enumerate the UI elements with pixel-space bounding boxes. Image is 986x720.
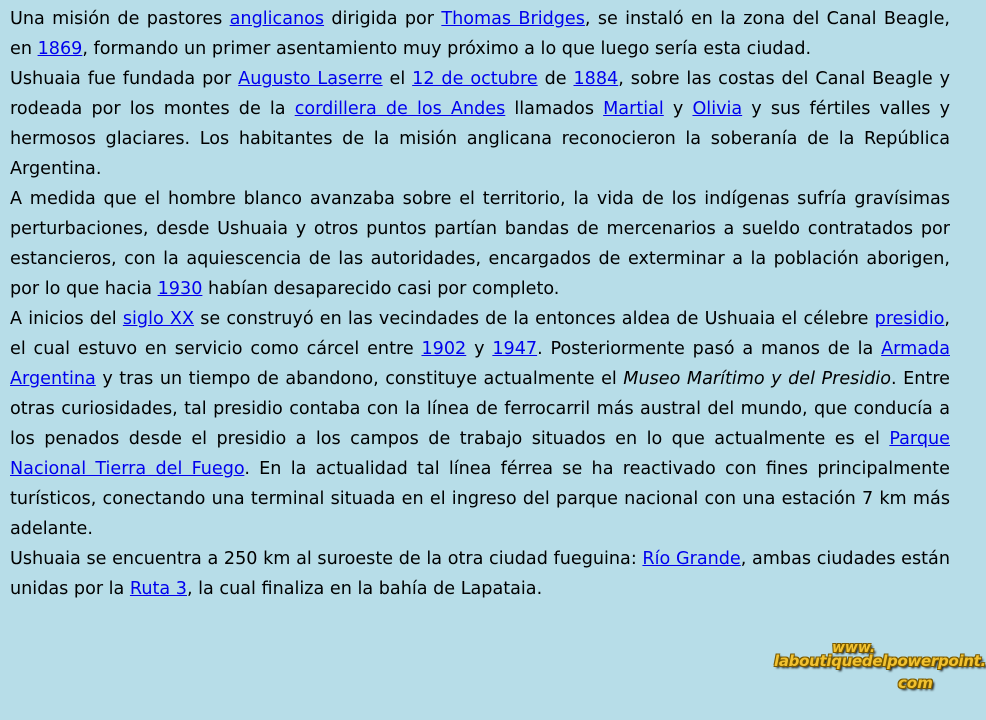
text-run: dirigida por [324,9,442,29]
text-run: y [466,339,493,359]
link-12-de-octubre[interactable]: 12 de octubre [412,69,538,89]
link-parque-nacional-tierra-del-fuego[interactable]: Parque Nacional Tierra del Fuego [10,429,950,479]
text-run: y tras un tiempo de abandono, constituye actualmente el [95,369,624,389]
link-augusto-laserre[interactable]: Augusto Laserre [238,69,383,89]
link-1947[interactable]: 1947 [492,339,538,359]
text-run: el [382,69,413,89]
text-run: A medida que el hombre blanco avanzaba sobre el territorio, la vida de los indígenas sufría gravísimas perturbaciones, desde Ushuaia y otros puntos partían bandas de mercenarios a sueldo contratados por estancieros, con la aquiescencia de las autoridades, encargados de exterminar a la población aborigen, por lo que hacia [10,189,950,299]
link-ruta-3[interactable]: Ruta 3 [129,579,187,599]
text-run: , se instaló en la zona del Canal Beagle, en [10,9,950,59]
text-run: , la cual finaliza en la bahía de Lapataia. [186,579,543,599]
link-thomas-bridges[interactable]: Thomas Bridges [441,9,585,29]
text-run: y [663,99,693,119]
link-1930[interactable]: 1930 [157,279,203,299]
link-olivia[interactable]: Olivia [692,99,743,119]
paragraph-1 [10,4,950,64]
text-run: y sus fértiles valles y hermosos glaciares. Los habitantes de la misión anglicana reconocieron la soberanía de la República Argentina. [10,99,950,179]
text-run: , sobre las costas del Canal Beagle y rodeada por los montes de la [10,69,950,119]
link-cordillera-de-los-andes[interactable]: cordillera de los Andes [294,99,506,119]
link-1869[interactable]: 1869 [37,39,83,59]
watermark-line-2: laboutiquedelpowerpoint. [774,652,986,670]
paragraph-4 [10,304,950,544]
text-run: llamados [505,99,604,119]
paragraph-3 [10,184,950,304]
link-1884[interactable]: 1884 [573,69,619,89]
watermark-line-3: com [898,674,933,692]
text-run: A inicios del [10,309,123,329]
text-run: . Posteriormente pasó a manos de la [537,339,882,359]
paragraph-2 [10,64,950,184]
watermark-line-1: www. [832,640,876,656]
text-run: , el cual estuvo en servicio como cárcel entre [10,309,950,359]
text-run: se construyó en las vecindades de la entonces aldea de Ushuaia el célebre [194,309,875,329]
italic-text: Museo Marítimo y del Presidio [623,369,892,389]
link-martial[interactable]: Martial [603,99,664,119]
watermark-logo [774,640,986,700]
link-río-grande[interactable]: Río Grande [642,549,741,569]
text-run: de [537,69,574,89]
text-run: Una misión de pastores [10,9,230,29]
link-1902[interactable]: 1902 [421,339,467,359]
article-body [10,4,950,604]
text-run: . Entre otras curiosidades, tal presidio contaba con la línea de ferrocarril más austral del mundo, que conducía a los penados desde el presidio a los campos de trabajo situados en lo que actualmente es el [10,369,950,449]
text-run: Ushuaia se encuentra a 250 km al suroeste de la otra ciudad fueguina: [10,549,643,569]
paragraph-5 [10,544,950,604]
text-run: . En la actualidad tal línea férrea se ha reactivado con fines principalmente turísticos, conectando una terminal situada en el ingreso del parque nacional con una estación 7 km más adelante. [10,459,951,539]
link-presidio[interactable]: presidio [874,309,945,329]
text-run: habían desaparecido casi por completo. [202,279,560,299]
link-anglicanos[interactable]: anglicanos [229,9,325,29]
text-run: , formando un primer asentamiento muy próximo a lo que luego sería esta ciudad. [82,39,812,59]
text-run: Ushuaia fue fundada por [10,69,239,89]
link-siglo-xx[interactable]: siglo XX [122,309,195,329]
link-armada-argentina[interactable]: Armada Argentina [10,339,950,389]
text-run: , ambas ciudades están unidas por la [10,549,950,599]
